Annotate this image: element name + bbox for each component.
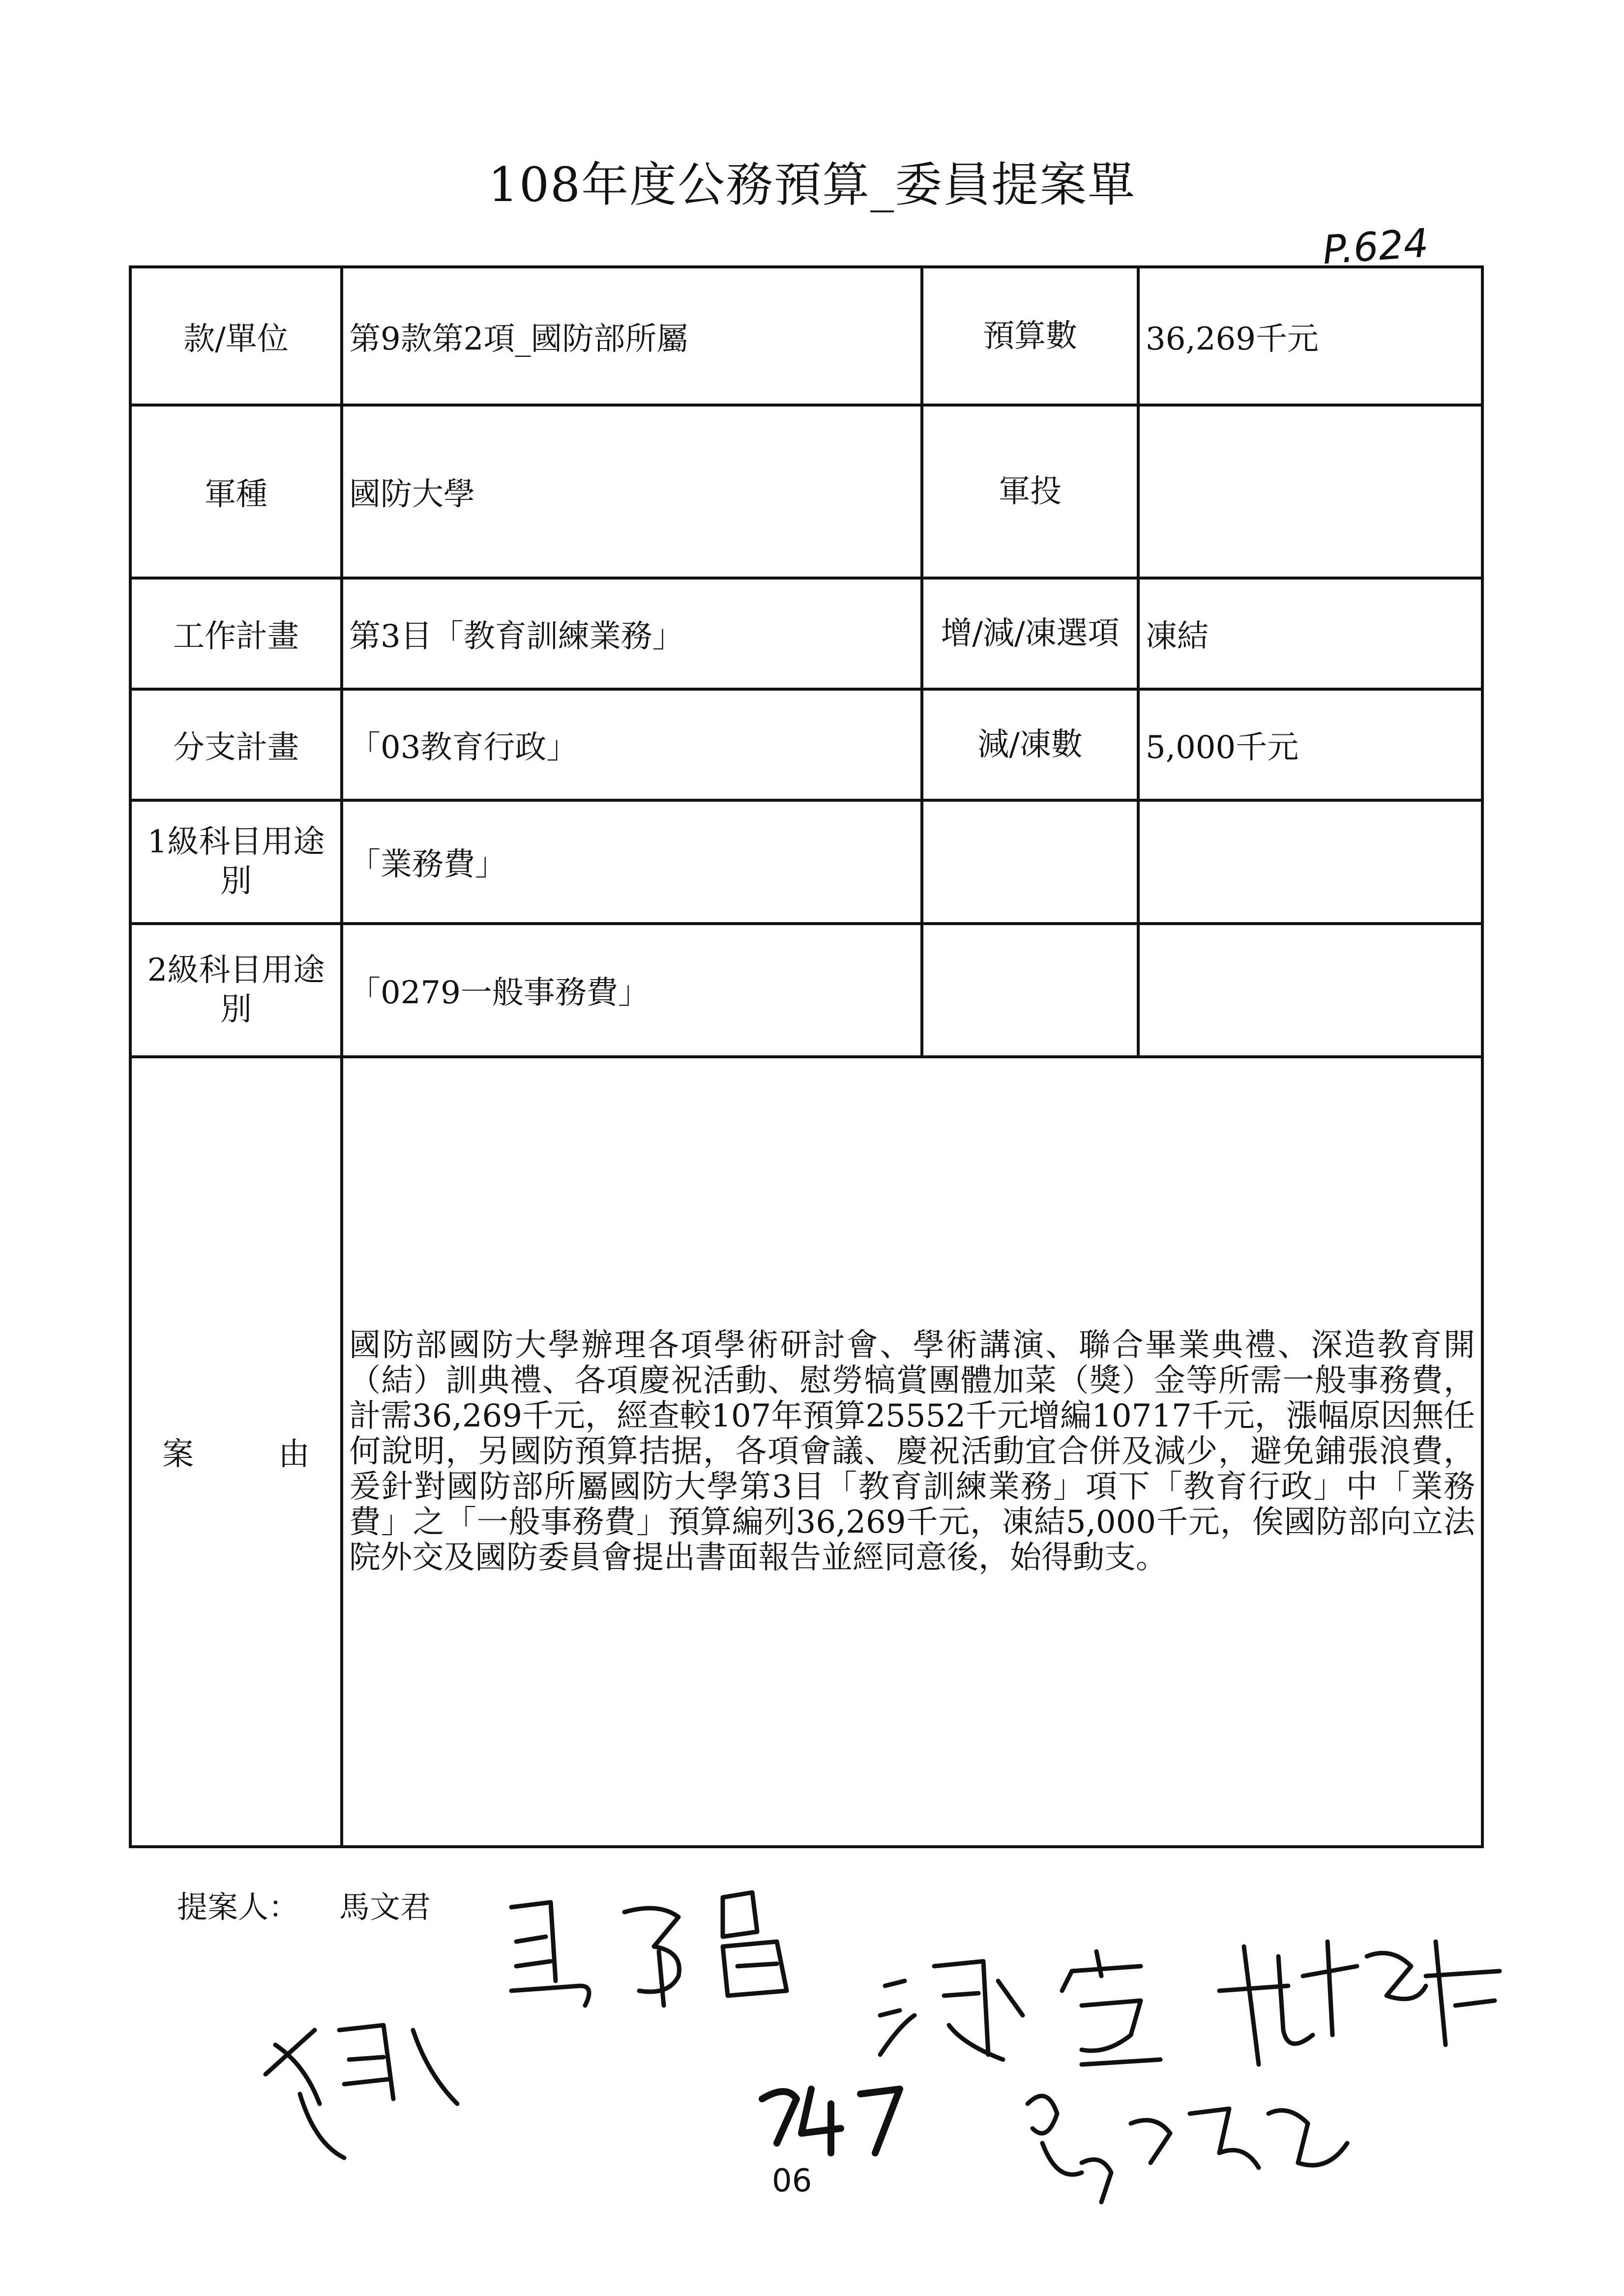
row-service bbox=[130, 405, 1482, 578]
option-label: 增/減/凍選項 bbox=[922, 578, 1138, 689]
service-value: 國防大學 bbox=[342, 405, 922, 578]
unit-value: 第9款第2項_國防部所屬 bbox=[342, 267, 922, 405]
budget-amount-value: 36,269千元 bbox=[1138, 267, 1482, 405]
reason-text: 國防部國防大學辦理各項學術研討會、學術講演、聯合畢業典禮、深造教育開（結）訓典禮、各項慶祝活動、慰勞犒賞團體加菜（獎）金等所需一般事務費，計需36,269千元，經查較107年預算25552千元增編10717千元，漲幅原因無任何說明，另國防預算拮据，各項會議、慶祝活動宜合併及減少，避免鋪張浪費，爰針對國防部所屬國防大學第3目「教育訓練業務」項下「教育行政」中「業務費」之「一般事務費」預算編列36,269千元，凍結5,000千元，俟國防部向立法院外交及國防委員會提出書面報告並經同意後，始得動支。 bbox=[342, 1057, 1482, 1847]
handwritten-page-ref: P.624 bbox=[1321, 220, 1430, 273]
level1-empty-cell bbox=[922, 800, 1138, 924]
branch-plan-value: 「03教育行政」 bbox=[342, 689, 922, 800]
unit-label: 款/單位 bbox=[130, 267, 342, 405]
proposer-label: 提案人： bbox=[177, 1889, 299, 1925]
level1-empty-cell bbox=[1138, 800, 1482, 924]
proposal-form-table bbox=[129, 265, 1484, 1848]
option-value: 凍結 bbox=[1138, 578, 1482, 689]
service-label: 軍種 bbox=[130, 405, 342, 578]
work-plan-value: 第3目「教育訓練業務」 bbox=[342, 578, 922, 689]
reason-label: 案由 bbox=[130, 1057, 342, 1847]
level2-value: 「0279一般事務費」 bbox=[342, 924, 922, 1057]
level2-empty-cell bbox=[1138, 924, 1482, 1057]
proposer-name: 馬文君 bbox=[339, 1889, 431, 1925]
form-title: 108年度公務預算_委員提案單 bbox=[488, 157, 1136, 212]
work-plan-label: 工作計畫 bbox=[130, 578, 342, 689]
branch-plan-label: 分支計畫 bbox=[130, 689, 342, 800]
level2-label: 2級科目用途別 bbox=[130, 924, 342, 1057]
level1-value: 「業務費」 bbox=[342, 800, 922, 924]
row-level1 bbox=[130, 800, 1482, 924]
row-work-plan bbox=[130, 578, 1482, 689]
row-unit bbox=[130, 267, 1482, 405]
military-investment-value bbox=[1138, 405, 1482, 578]
reduce-freeze-amount-value: 5,000千元 bbox=[1138, 689, 1482, 800]
level1-label: 1級科目用途別 bbox=[130, 800, 342, 924]
row-reason bbox=[130, 1057, 1482, 1847]
handwritten-signatures bbox=[0, 1868, 1624, 2296]
level2-empty-cell bbox=[922, 924, 1138, 1057]
military-investment-label: 軍投 bbox=[922, 405, 1138, 578]
budget-amount-label: 預算數 bbox=[922, 267, 1138, 405]
reduce-freeze-amount-label: 減/凍數 bbox=[922, 689, 1138, 800]
row-level2 bbox=[130, 924, 1482, 1057]
row-branch-plan bbox=[130, 689, 1482, 800]
page-number: 06 bbox=[772, 2163, 812, 2199]
